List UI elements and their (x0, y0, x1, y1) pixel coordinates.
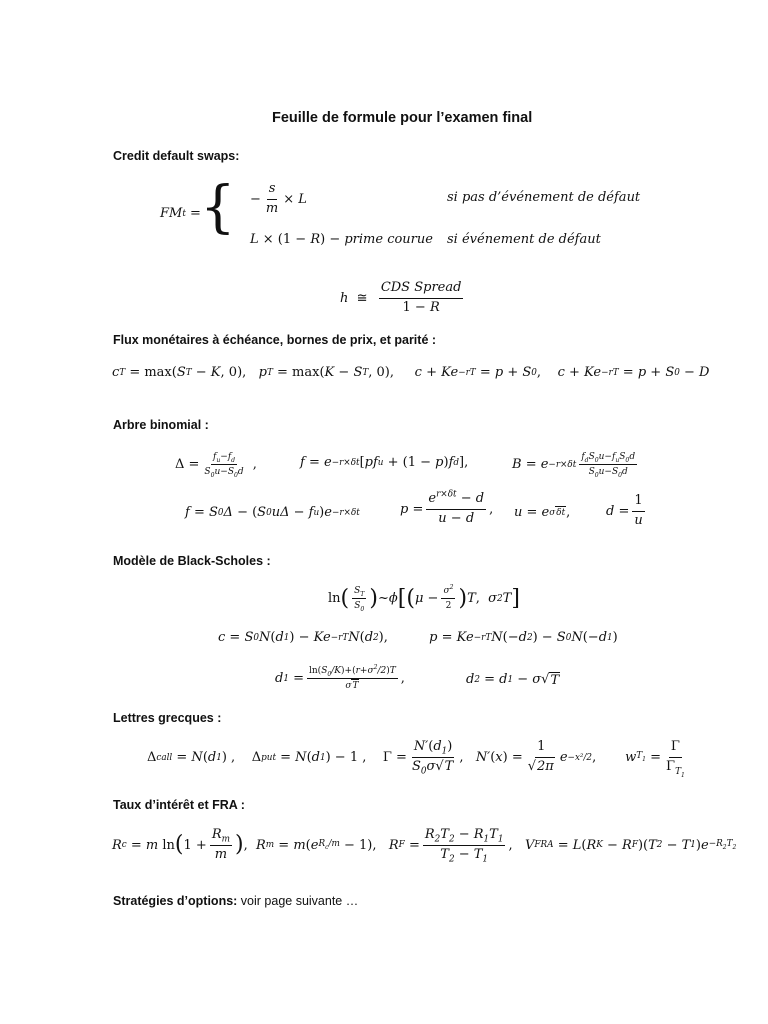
formula-fm-label: FM t = (160, 206, 201, 221)
page-title: Feuille de formule pour l’examen final (272, 110, 533, 126)
formula-cds-case1: − $\frac{s}{m}$ × L (250, 181, 307, 216)
formula-lognormal: ln ( $\frac{S_T}{S_0}$ ) ~ ϕ [ ( μ − $\frac{\sigma^2}{2}$ ) T , σ 2 T ] (328, 584, 520, 614)
formula-f-binomial: f = e −r×δt [ pf u + (1 − p ) f d ], (300, 455, 469, 470)
formula-delta-binomial: Δ = $\frac{f_u-f_d}{S_0u-S_0d}$ , (175, 452, 257, 480)
formula-rates: R c = m ln ( 1 + $\frac{R_m}{m}$ ) , R m = m ( e $R_c/m$ − 1), R F = $\frac{R_2T_2 - R_1T_1}{T_2 - T_1}$ , V FRA = L ( R K − R F )( T 2 − T 1 ) e $-R_2T_2$ (112, 827, 737, 865)
formula-d2: d 2 = d 1 − σ √ T (466, 672, 560, 688)
formula-u-binomial: u = e σδt , (514, 505, 571, 520)
formula-hazard-rate: h ≅ $\frac{\text{CDS Spread}}{1 - R}$ (340, 280, 462, 315)
formula-greeks: Δ call = N ( d 1 ) , Δ put = N ( d 1 ) − 1 , Γ = $\frac{N'(d_1)}{S_0\sigma√T}$ , N′ ( x ) = $\frac{1}{√2\pi}$ e −x²/2 , w $T_1$ = $\frac{\Gamma}{\Gamma_{T_1}}$ (147, 739, 685, 779)
formula-f-delta: f = S 0 Δ − ( S 0 uΔ − f u ) e −r×δt (185, 505, 360, 520)
formula-d1: d 1 = $\frac{\ln(S_0/K)+(r+\sigma^2/2)T}{\sigma T}$ , (275, 664, 405, 692)
strategies-note: voir page suivante … (237, 894, 359, 908)
heading-black-scholes: Modèle de Black-Scholes : (113, 554, 271, 568)
cds-case1-condition: si pas d’événement de défaut (447, 190, 641, 205)
heading-flux: Flux monétaires à échéance, bornes de prix, et parité : (113, 333, 437, 347)
heading-taux-fra: Taux d’intérêt et FRA : (113, 798, 245, 812)
formula-b-binomial: B = e −r×δt $\frac{f_dS_0u-f_uS_0d}{S_0u-S_0d}$ (512, 452, 636, 480)
cds-brace: { (200, 175, 236, 240)
formula-bs-prices: c = S 0 N ( d 1 ) − Ke −rT N ( d 2 ), p = Ke −rT N (− d 2 ) − S 0 N (− d 1 ) (218, 630, 618, 645)
formula-d-binomial: d = $\frac{1}{u}$ (606, 493, 643, 528)
prime-courue-text: prime courue (344, 232, 433, 247)
strategies-label: Stratégies d’options: (113, 894, 238, 908)
heading-credit-default-swaps: Credit default swaps: (113, 149, 240, 163)
heading-arbre-binomial: Arbre binomial : (113, 418, 209, 432)
formula-payoff-parity: c T = max( S T − K , 0), p T = max( K − S T , 0), c + Ke −rT = p + S 0 , c + Ke −rT = p + S 0 − D (112, 365, 710, 380)
cds-spread-text: CDS Spread (379, 281, 464, 299)
formula-p-binomial: p = $\frac{e^{r\times\delta t} - d}{u - d}$ , (400, 489, 494, 526)
formula-cds-case2: L × (1 − R ) − prime courue (250, 232, 433, 247)
heading-strategies (113, 894, 358, 908)
heading-lettres-grecques: Lettres grecques : (113, 711, 222, 725)
cds-case2-condition: si événement de défaut (447, 232, 601, 247)
